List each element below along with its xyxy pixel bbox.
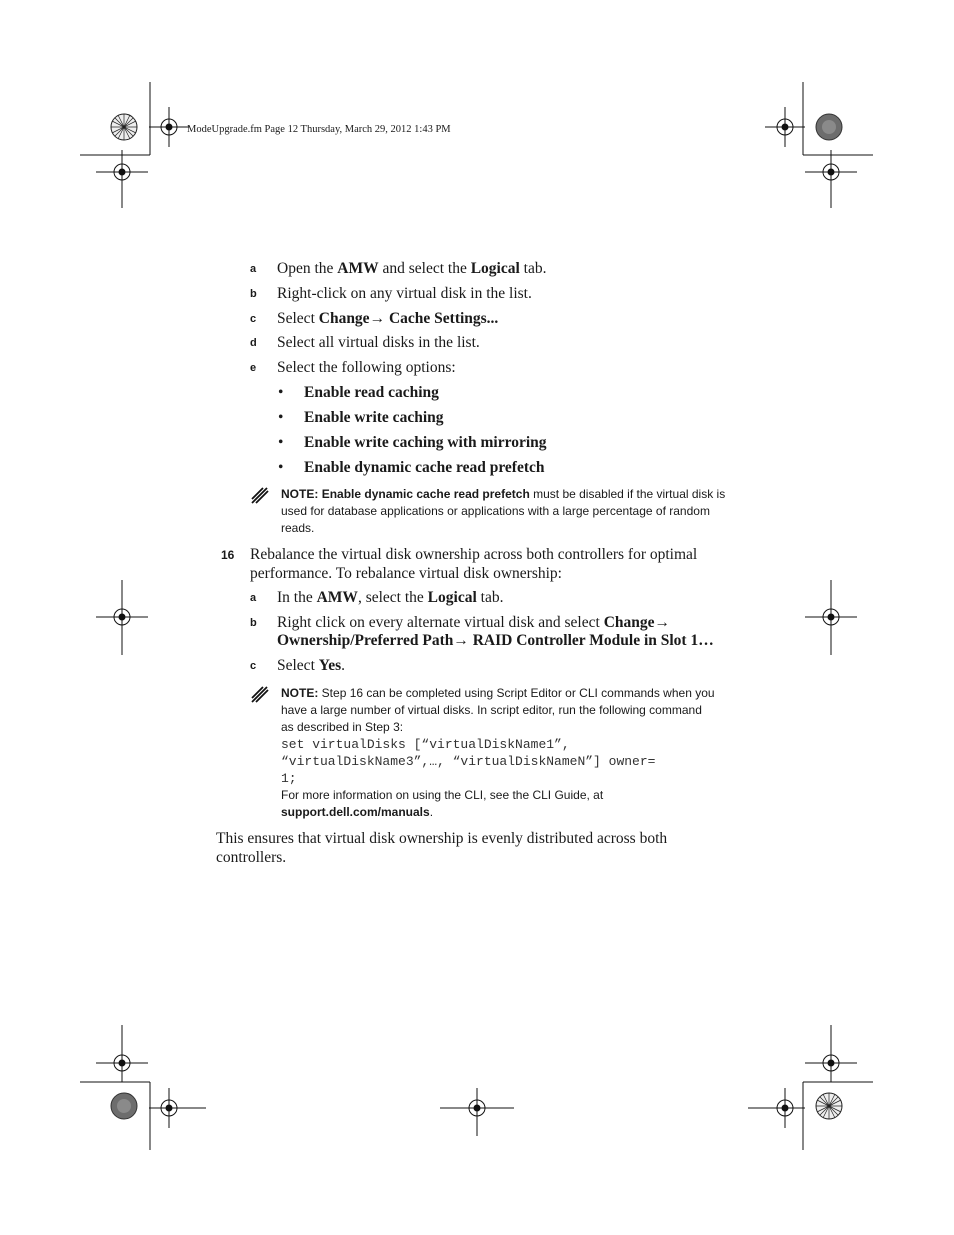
ui-term: AMW — [316, 589, 358, 606]
option-item: Enable write caching with mirroring — [304, 434, 547, 451]
step-text-line — [277, 613, 670, 632]
step-text-line — [277, 309, 498, 328]
paragraph-line: This ensures that virtual disk ownership is evenly distributed across both — [216, 830, 668, 847]
step-text-line — [277, 358, 456, 377]
note-text: have a large number of virtual disks. In script editor, run the following command — [281, 703, 702, 717]
step-text: tab. — [476, 589, 504, 606]
ui-term: AMW — [337, 260, 379, 277]
ui-term: Logical — [470, 260, 520, 277]
bullet-icon: • — [278, 434, 284, 451]
note-text: Step 16 can be completed using Script Editor or CLI commands when you — [318, 686, 715, 700]
step-text-line — [277, 259, 546, 278]
step-letter: b — [250, 617, 257, 629]
note-text: reads. — [281, 521, 315, 535]
step-letter: a — [250, 263, 257, 275]
step-text-line — [277, 588, 503, 607]
bullet-icon: • — [278, 384, 284, 401]
note-prefetch — [281, 486, 751, 537]
step-letter: b — [250, 288, 257, 300]
manuals-link[interactable]: support.dell.com/manuals — [281, 805, 430, 819]
note-label: NOTE: — [281, 686, 319, 700]
step-text: → — [654, 614, 671, 631]
step-text-line: Rebalance the virtual disk ownership across both controllers for optimal — [250, 546, 698, 563]
step-text: Select — [277, 657, 319, 674]
step16-text — [250, 545, 750, 583]
ui-term: Change — [318, 310, 370, 327]
code-line: “virtualDiskName3”,…, “virtualDiskNameN”] owner= — [281, 754, 656, 769]
note-term: Enable dynamic cache read prefetch — [321, 487, 530, 501]
step-letter: c — [250, 660, 257, 672]
step-text: , select the — [357, 589, 428, 606]
step-text-line — [277, 656, 345, 675]
bullet-icon: • — [278, 409, 284, 426]
step-text: and select the — [378, 260, 471, 277]
note-text: must be disabled if the virtual disk is — [529, 487, 726, 501]
step-letter: c — [250, 313, 257, 325]
ui-term: Logical — [427, 589, 477, 606]
note-text: as described in Step 3: — [281, 720, 404, 734]
step-text: → — [453, 632, 473, 649]
option-item: Enable dynamic cache read prefetch — [304, 459, 545, 476]
ui-term: Cache Settings... — [388, 310, 499, 327]
code-line: 1; — [281, 771, 297, 786]
code-line: set virtualDisks [“virtualDiskName1”, — [281, 737, 570, 752]
step-text-line: performance. To rebalance virtual disk ownership: — [250, 565, 562, 582]
note-cli — [281, 685, 751, 821]
option-item: Enable read caching — [304, 384, 439, 401]
step-text: tab. — [519, 260, 547, 277]
step-text: In the — [277, 589, 317, 606]
step-letter: e — [250, 362, 257, 374]
running-header: ModeUpgrade.fm Page 12 Thursday, March 29, 2012 1:43 PM — [187, 124, 451, 135]
ui-term: RAID Controller Module in Slot 1… — [472, 632, 714, 649]
note-text: For more information on using the CLI, see the CLI Guide, at — [281, 788, 604, 802]
step-letter: d — [250, 337, 257, 349]
step-text: Select — [277, 310, 319, 327]
step-text: Right-click on any virtual disk in the list. — [277, 285, 532, 302]
step-text: Select the following options: — [277, 359, 456, 376]
ui-term: Yes — [318, 657, 342, 674]
ui-term: Ownership/Preferred Path — [277, 632, 454, 649]
step-text: Open the — [277, 260, 338, 277]
note-text: . — [429, 805, 434, 819]
bullet-icon: • — [278, 459, 284, 476]
note-icon — [250, 684, 270, 709]
step-text-line — [277, 631, 714, 650]
step-text-line — [277, 333, 480, 352]
step-text: → — [369, 310, 389, 327]
note-icon — [250, 485, 270, 510]
step-text: Right click on every alternate virtual disk and select — [277, 614, 604, 631]
step-letter: a — [250, 592, 257, 604]
note-text: used for database applications or applications with a large percentage of random — [281, 504, 710, 518]
ui-term: Change — [603, 614, 655, 631]
option-item: Enable write caching — [304, 409, 444, 426]
step-text: . — [341, 657, 346, 674]
note-label: NOTE: — [281, 487, 319, 501]
paragraph-line: controllers. — [216, 849, 287, 866]
step-text: Select all virtual disks in the list. — [277, 334, 480, 351]
step-text-line — [277, 284, 532, 303]
closing-paragraph — [216, 829, 756, 867]
step-number: 16 — [221, 548, 235, 562]
